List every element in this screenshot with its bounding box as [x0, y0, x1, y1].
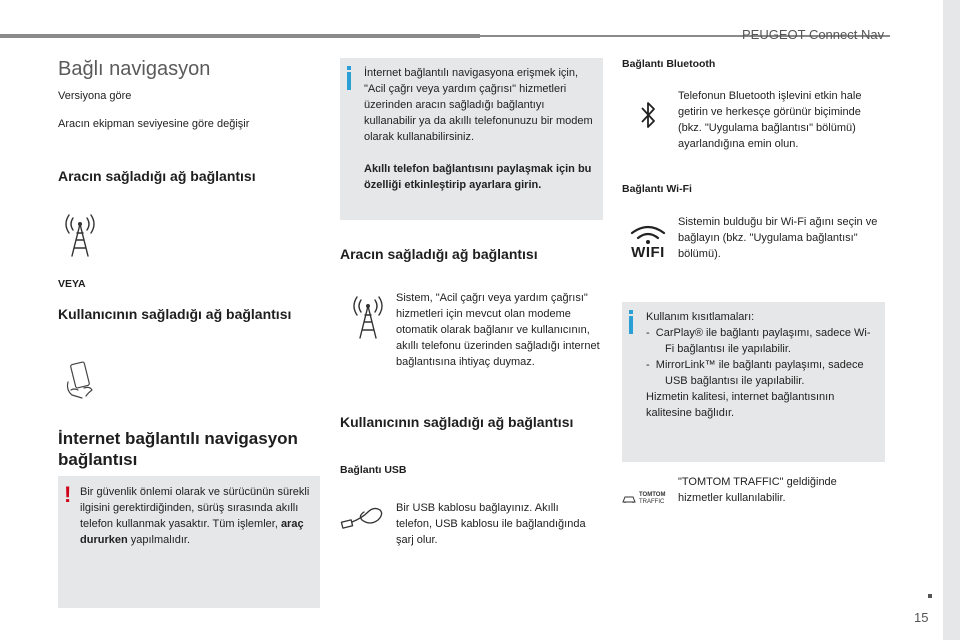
limits-footer: Hizmetin kalitesi, internet bağlantısının kalitesine bağlıdır. — [646, 391, 835, 419]
wifi-arcs — [626, 224, 670, 244]
header-rule — [0, 34, 480, 38]
limits-list — [646, 325, 878, 389]
info-icon — [628, 310, 633, 334]
version-note: Versiyona göre — [58, 90, 132, 102]
info-box-limits — [622, 302, 885, 462]
vehicle-network-text: Sistem, "Acil çağrı veya yardım çağrısı" hizmetleri için mevcut olan modeme otomatik olarak bağlanır ve kullanıcının, akıllı telefonu üzerinden sağladığı internet bağlantısına ihtiyaç duymaz. — [396, 292, 600, 368]
warning-text-pre: Bir güvenlik önlemi olarak ve sürücünün sürekli ilgisini gerektirdiğinden, sürüş sırasında akıllı telefon kullanmak yasaktır. Tüm işlemler, — [80, 486, 310, 530]
wifi-logo-text: WIFI — [631, 244, 665, 261]
warning-text-post: yapılmalıdır. — [127, 534, 191, 546]
warning-text — [80, 484, 312, 548]
usb-heading: Bağlantı USB — [340, 464, 407, 476]
info-text: İnternet bağlantılı navigasyona erişmek için, "Acil çağrı veya yardım çağrısı" hizmetleri üzerinden aracın sağladığı bağlantıyı kullanabilir ya da akıllı telefonunuzu bir modem olarak kullanabilirsiniz. — [364, 67, 593, 143]
tomtom-logo-line2: TRAFFIC — [639, 499, 665, 505]
page-title: Bağlı navigasyon — [58, 58, 211, 80]
vehicle-network-heading: Aracın sağladığı ağ bağlantısı — [58, 168, 256, 184]
internet-nav-heading: İnternet bağlantılı navigasyon bağlantısı — [58, 429, 298, 469]
user-network-heading-2: Kullanıcının sağladığı ağ bağlantısı — [340, 414, 574, 430]
tomtom-traffic-icon — [622, 492, 672, 506]
or-label: VEYA — [58, 278, 86, 290]
list-item: - MirrorLink™ ile bağlantı paylaşımı, sadece USB bağlantısı ile yapılabilir. — [646, 359, 864, 387]
header-brand: PEUGEOT Connect Nav — [742, 27, 885, 42]
warning-icon: ! — [64, 482, 72, 507]
info-box-connection — [340, 58, 603, 220]
wifi-text: Sistemin bulduğu bir Wi-Fi ağını seçin ve bağlayın (bkz. "Uygulama bağlantısı" bölümü). — [678, 216, 878, 260]
vehicle-network-heading-2: Aracın sağladığı ağ bağlantısı — [340, 246, 538, 262]
smartphone-hand-icon — [64, 360, 100, 400]
usb-cable-icon — [340, 502, 386, 532]
tomtom-logo-line1: TOMTOM — [639, 492, 666, 498]
limits-title: Kullanım kısıtlamaları: — [646, 311, 755, 323]
warning-box — [58, 476, 320, 608]
bluetooth-heading: Bağlantı Bluetooth — [622, 58, 716, 70]
antenna-icon — [348, 296, 388, 340]
warning-text-bold: araç dururken — [80, 518, 304, 546]
side-strip — [943, 0, 960, 640]
limits-content — [646, 309, 878, 421]
tomtom-car-shape — [622, 494, 636, 504]
tomtom-text: "TOMTOM TRAFFIC" geldiğinde hizmetler kullanılabilir. — [678, 476, 837, 504]
list-item: - CarPlay® ile bağlantı paylaşımı, sadece Wi-Fi bağlantısı ile yapılabilir. — [646, 327, 871, 355]
info-text-bold: Akıllı telefon bağlantısını paylaşmak için bu özelliği etkinleştirip ayarlara girin. — [364, 163, 592, 191]
page-number: 15 — [914, 610, 929, 625]
page-dot — [928, 594, 932, 598]
wifi-icon — [626, 224, 670, 264]
antenna-icon — [60, 214, 100, 258]
usb-text: Bir USB kablosu bağlayınız. Akıllı telefon, USB kablosu ile bağlandığında şarj olur. — [396, 502, 586, 546]
equipment-note: Aracın ekipman seviyesine göre değişir — [58, 118, 250, 130]
bluetooth-text: Telefonun Bluetooth işlevini etkin hale getirin ve herkesçe görünür biçiminde (bkz. "Uygulama bağlantısı" bölümü) ayarlandığına emin olun. — [678, 90, 862, 150]
wifi-heading: Bağlantı Wi-Fi — [622, 183, 692, 195]
bluetooth-icon — [640, 100, 656, 130]
user-network-heading: Kullanıcının sağladığı ağ bağlantısı — [58, 306, 292, 322]
info-icon — [346, 66, 351, 90]
